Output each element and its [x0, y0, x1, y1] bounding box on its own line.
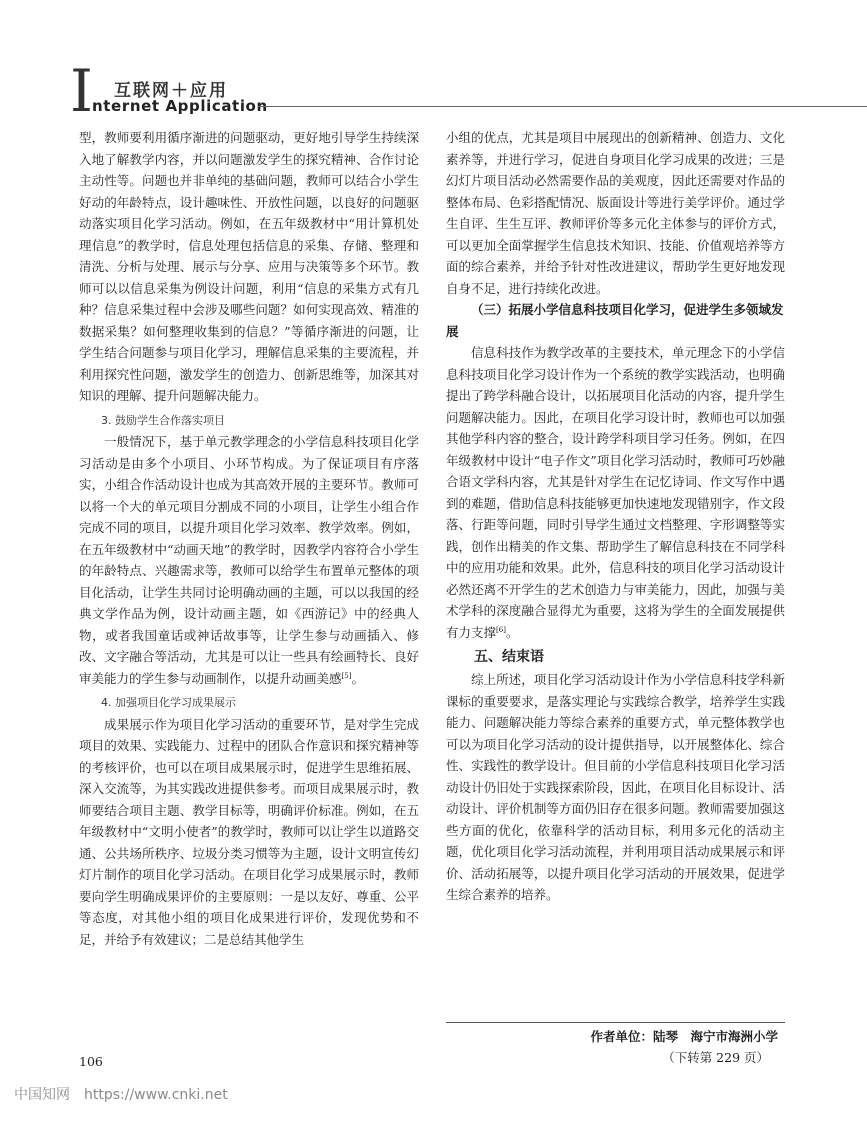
- right-paragraph-3: 综上所述，项目化学习活动设计作为小学信息科技学科新课标的重要要求，是落实理论与实践综合教学，培养学生实践能力、问题解决能力等综合素养的重要方式，单元整体教学也可以为项目化学习活动的设计提供指导，以开展整体化、综合性、实践性的教学设计。但目前的小学信息科技项目化学习活动设计仍旧处于实践探索阶段，因此，在项目化目标设计、活动设计、评价机制等方面仍旧存在很多问题。教师需要加强这些方面的优化，依靠科学的活动目标，利用多元化的活动主题，优化项目化学习活动流程，并利用项目活动成果展示和评价、活动拓展等，以提升项目化学习活动的开展效果，促进学生综合素养的培养。: [446, 672, 785, 902]
- header-initial-letter: I: [70, 57, 93, 125]
- citation-5: [5]: [341, 671, 352, 680]
- left-paragraph-2: [79, 431, 419, 689]
- section-heading-three: （三）拓展小学信息科技项目化学习，促进学生多领域发展: [446, 302, 784, 339]
- left-paragraph-1: 型，教师要利用循序渐进的问题驱动，更好地引导学生持续深入地了解教学内容，并以问题激发学生的探究精神、合作讨论主动性等。问题也并非单纯的基础问题，教师可以结合小学生好动的年龄特点，设计趣味性、开放性问题，以良好的问题驱动落实项目化学习活动。例如，在五年级教材中“用计算机处理信息”的教学时，信息处理包括信息的采集、存储、整理和清洗、分析与处理、展示与分享、应用与决策等多个环节。教师可以以信息采集为例设计问题，利用“信息的采集方式有几种？信息采集过程中会涉及哪些问题？如何实现高效、精准的数据采集？如何整理收集到的信息？”等循序渐进的问题，让学生结合问题参与项目化学习，理解信息采集的主要流程，并利用探究性问题，激发学生的创造力、创新思维等，加深其对知识的理解、提升问题解决能力。: [79, 130, 419, 403]
- section-heading-conclusion: 五、结束语: [474, 649, 544, 665]
- watermark-url: https://www.cnki.net: [84, 1087, 228, 1103]
- author-separator: [446, 1022, 785, 1023]
- page-number: 106: [79, 1054, 103, 1069]
- right-paragraph-2-end: 。: [505, 624, 519, 640]
- right-column: [446, 127, 785, 906]
- left-paragraph-3: 成果展示作为项目化学习活动的重要环节，是对学生完成项目的效果、实践能力、过程中的团队合作意识和探究精神等的考核评价，也可以在项目成果展示时，促进学生思维拓展、深入交流等，为其实践改进提供参考。而项目成果展示时，教师要结合项目主题、教学目标等，明确评价标准。例如，在五年级教材中“文明小使者”的教学时，教师可以让学生以道路交通、公共场所秩序、垃圾分类习惯等为主题，设计文明宣传幻灯片制作的项目化学习活动。在项目化学习成果展示时，教师要向学生明确成果评价的主要原则：一是以友好、尊重、公平等态度，对其他小组的项目化成果进行评价，发现优势和不足，并给予有效建议；二是总结其他学生: [79, 716, 419, 947]
- left-column: [79, 127, 419, 950]
- left-paragraph-2-text: 一般情况下，基于单元教学理念的小学信息科技项目化学习活动是由多个小项目、小环节构成。为了保证项目有序落实，小组合作活动设计也成为其高效开展的主要环节。教师可以将一个大的单元项目分割成不同的小项目，让学生小组合作完成不同的项目，以提升项目化学习效率、教学效率。例如，在五年级教材中“动画天地”的教学时，因教学内容符合小学生的年龄特点、兴趣需求等，教师可以给学生布置单元整体的项目化活动，让学生共同讨论明确动画的主题，可以以我国的经典文学作品为例，设计动画主题，如《西游记》中的经典人物，或者我国童话或神话故事等，让学生参与动画插入、修改、文字融合等活动，尤其是可以让一些具有绘画特长、良好审美能力的学生参与动画制作，以提升动画美感: [79, 434, 419, 686]
- subheading-3: 3. 鼓励学生合作落实项目: [101, 413, 225, 427]
- right-paragraph-2-text: 信息科技作为教学改革的主要技术，单元理念下的小学信息科技项目化学习设计作为一个系统的教学实践活动，也明确提出了跨学科融合设计，以拓展项目化活动的内容，提升学生问题解决能力。因此，在项目化学习设计时，教师也可以加强其他学科内容的整合，设计跨学科项目学习任务。例如，在四年级教材中设计“电子作文”项目化学习活动时，教师可巧妙融合语文学科内容，尤其是针对学生在记忆诗词、作文写作中遇到的难题，借助信息科技能够更加快速地发现错别字，作文段落、行距等问题，同时引导学生通过文档整理、字形调整等实践，创作出精美的作文集、帮助学生了解信息科技在不同学科中的应用功能和效果。此外，信息科技的项目化学习活动设计必然还离不开学生的艺术创造力与审美能力，因此，加强与美术学科的深度融合显得尤为重要，这将为学生的全面发展提供有力支撑: [446, 345, 785, 640]
- cnki-watermark: [14, 1084, 228, 1104]
- right-paragraph-2: [446, 342, 785, 643]
- header-title-en: nternet Application: [92, 97, 268, 115]
- watermark-cn: 中国知网: [14, 1087, 70, 1103]
- right-paragraph-1: 小组的优点，尤其是项目中展现出的创新精神、创造力、文化素养等，并进行学习，促进自身项目化学习成果的改进；三是幻灯片项目活动必然需要作品的美观度，因此还需要对作品的整体布局、色彩搭配情况、版面设计等进行美学评价。通过学生自评、生生互评、教师评价等多元化主体参与的评价方式，可以更加全面掌握学生信息技术知识、技能、价值观培养等方面的综合素养，并给予针对性改进建议，帮助学生更好地发现自身不足，进行持续化改进。: [446, 130, 785, 296]
- citation-6: [6]: [496, 625, 506, 634]
- header-title-cn: 互联网＋应用: [114, 81, 228, 101]
- author-affiliation: 作者单位：陆琴 海宁市海洲小学: [590, 1029, 778, 1044]
- left-paragraph-2-end: 。: [351, 670, 364, 686]
- header-rule: [258, 106, 867, 107]
- subheading-4: 4. 加强项目化学习成果展示: [101, 696, 236, 709]
- continued-note: （下转第 229 页）: [662, 1050, 769, 1065]
